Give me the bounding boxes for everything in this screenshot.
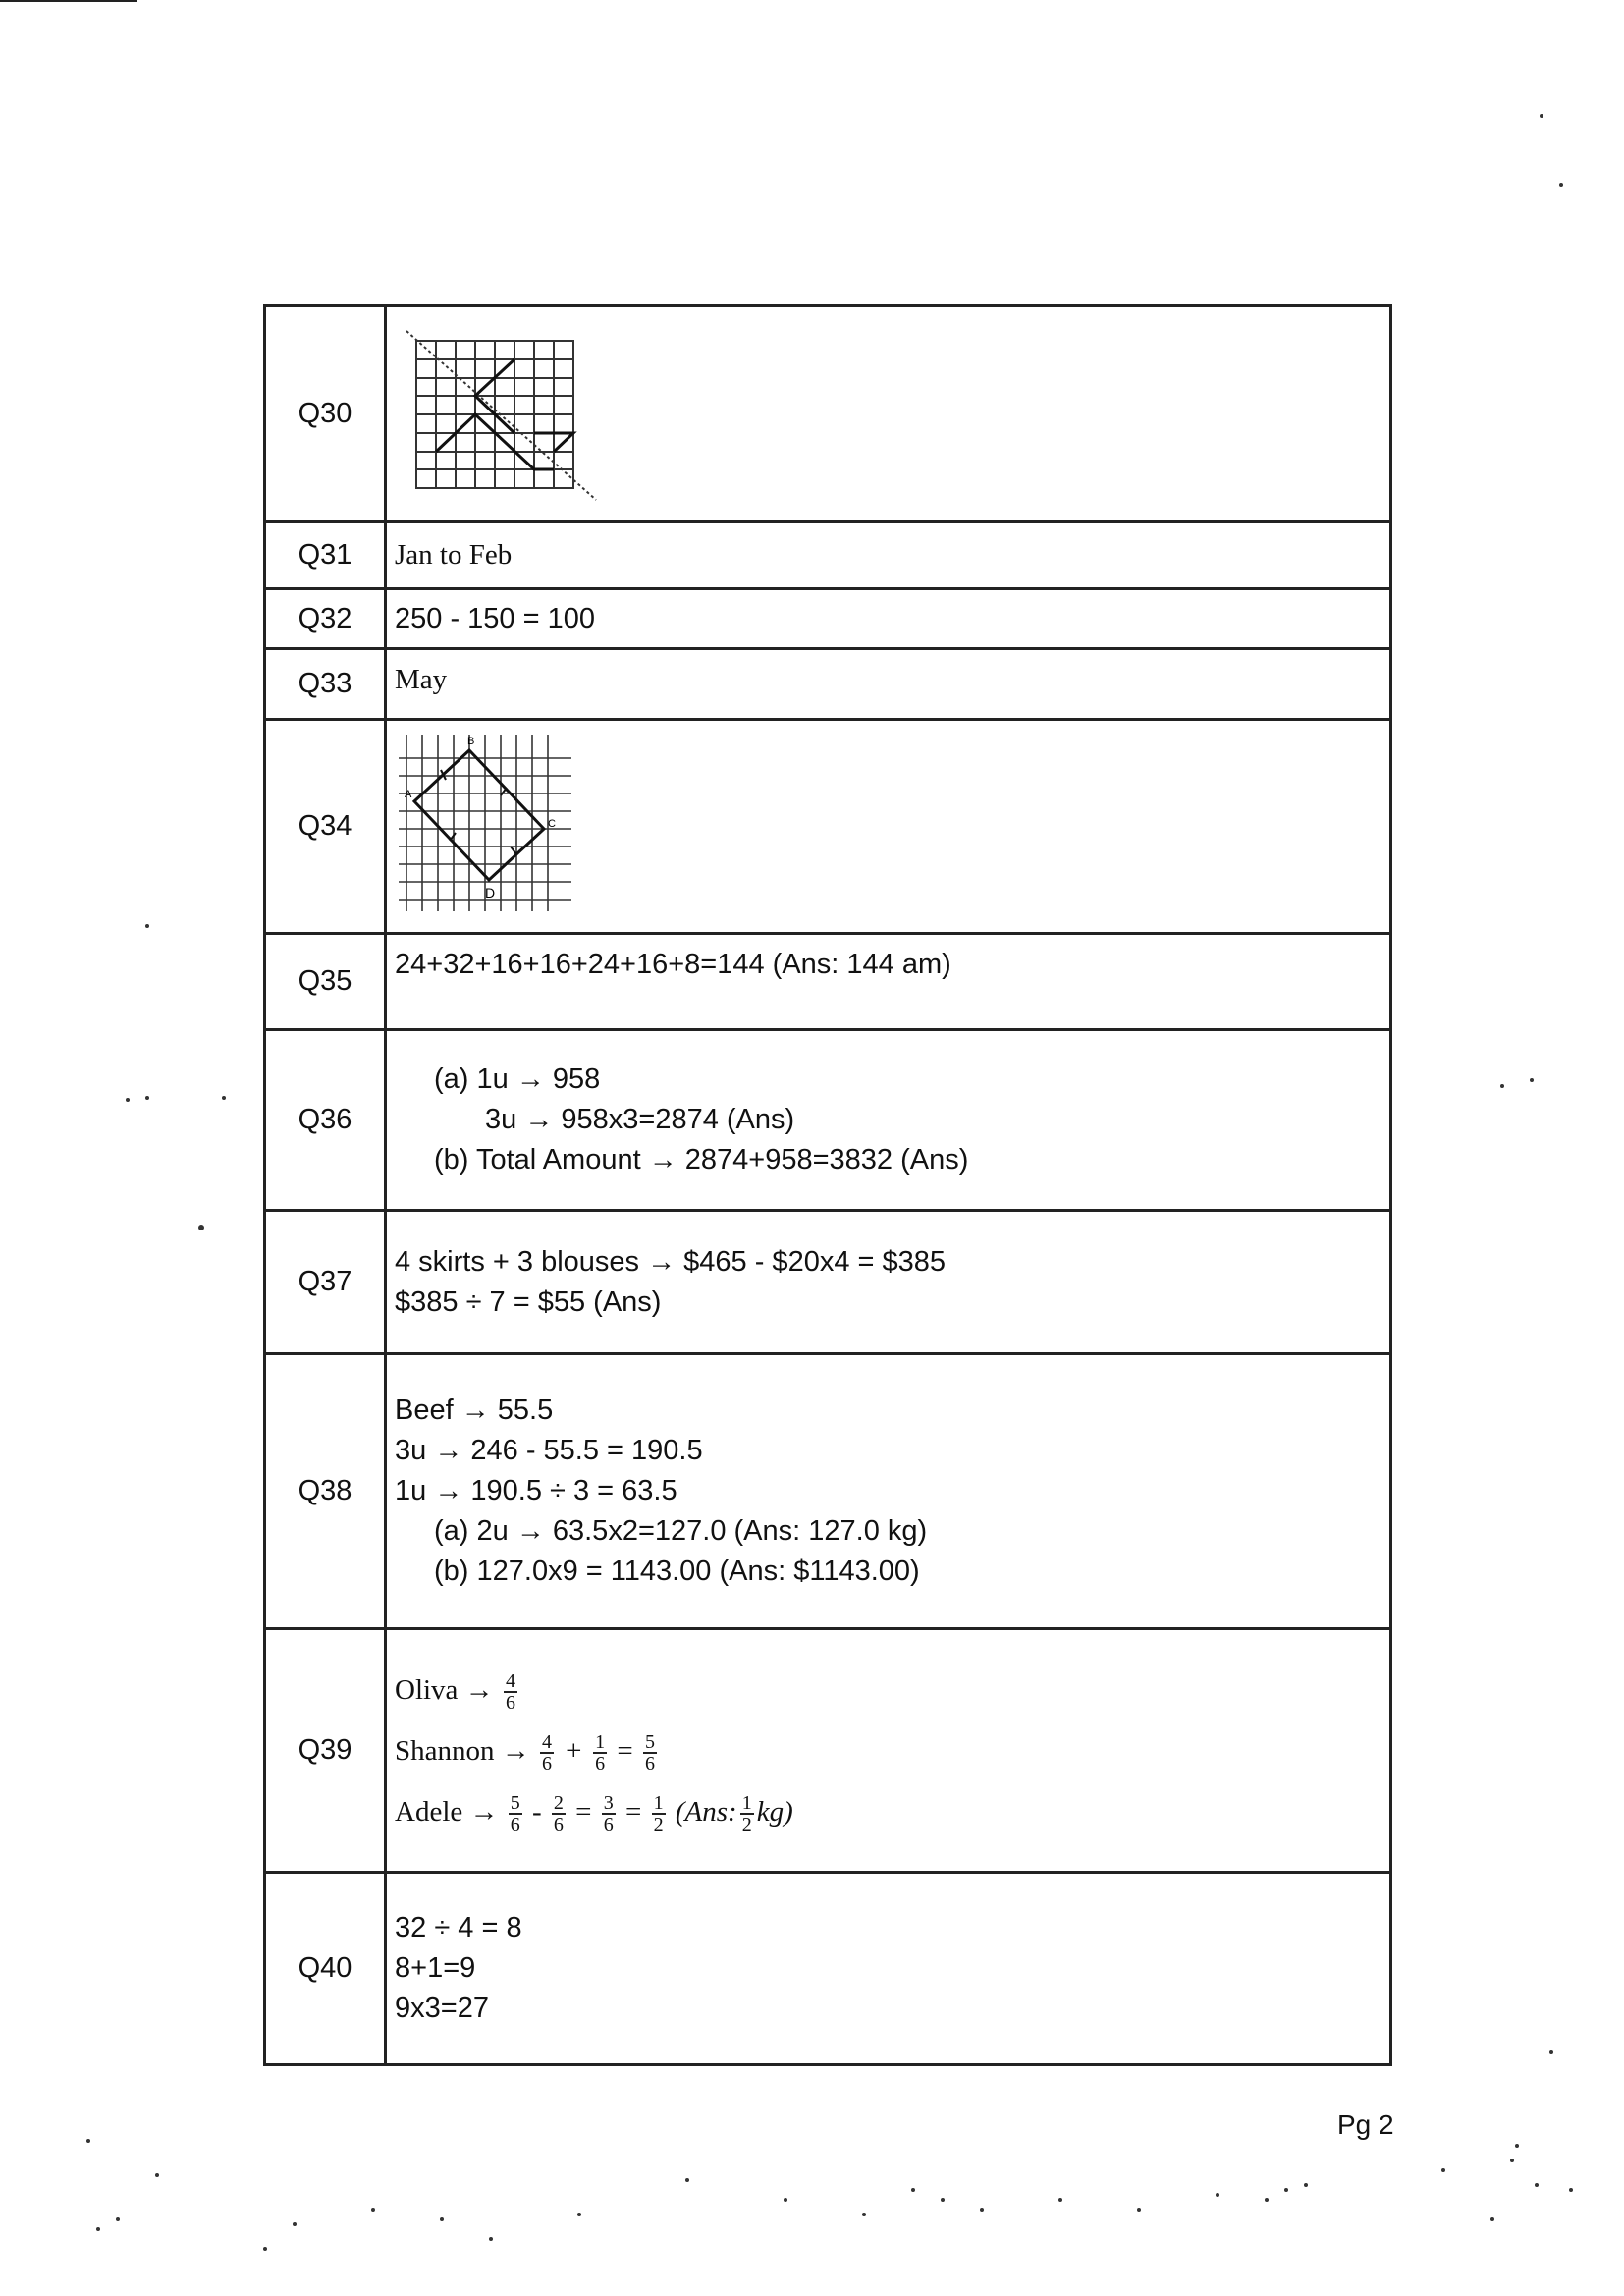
question-label: Q30 bbox=[265, 306, 386, 522]
working-line: 3u → 958x3=2874 (Ans) bbox=[485, 1104, 795, 1135]
point-label: B bbox=[467, 735, 475, 747]
working-line: 4 skirts + 3 blouses → $465 - $20x4 = $385 bbox=[395, 1245, 947, 1278]
working-line: 9x3=27 bbox=[395, 1993, 489, 2024]
fraction: $\frac{5}{6}$ bbox=[510, 1791, 520, 1835]
question-label: Q37 bbox=[265, 1211, 386, 1354]
fraction: $\frac{5}{6}$ bbox=[644, 1730, 655, 1775]
fraction: $\frac{1}{2}$ bbox=[741, 1791, 752, 1835]
question-label: Q36 bbox=[265, 1030, 386, 1211]
working-line: 32 ÷ 4 = 8 bbox=[395, 1912, 522, 1943]
question-label: Q38 bbox=[265, 1354, 386, 1629]
answer-text: Jan to Feb bbox=[386, 522, 1391, 589]
fraction: $\frac{1}{2}$ bbox=[653, 1791, 664, 1835]
question-label: Q32 bbox=[265, 589, 386, 649]
fraction: $\frac{3}{6}$ bbox=[603, 1791, 614, 1835]
working-line: (b) Total Amount → 2874+958=3832 (Ans) bbox=[434, 1144, 969, 1175]
answer-text: 250 - 150 = 100 bbox=[386, 589, 1391, 649]
working-line: (a) 1u → 958 bbox=[434, 1064, 601, 1095]
answer-text: May bbox=[386, 649, 1391, 720]
fraction: $\frac{4}{6}$ bbox=[542, 1730, 552, 1775]
working-line: Shannon → $\frac{4}{6}$ + $\frac{1}{6}$ = $\frac{5}{6}$ bbox=[395, 1730, 655, 1775]
fraction: $\frac{4}{6}$ bbox=[505, 1669, 515, 1714]
question-label: Q31 bbox=[265, 522, 386, 589]
page-number: Pg 2 bbox=[1337, 2109, 1394, 2140]
question-label: Q35 bbox=[265, 934, 386, 1030]
working-line: (a) 2u → 63.5x2=127.0 (Ans: 127.0 kg) bbox=[434, 1515, 928, 1547]
point-label: A bbox=[405, 788, 412, 800]
point-label: D bbox=[485, 884, 496, 901]
working-line: Oliva → $\frac{4}{6}$ bbox=[395, 1669, 515, 1714]
working-line: 8+1=9 bbox=[395, 1952, 476, 1984]
point-label: C bbox=[548, 817, 556, 830]
question-label: Q33 bbox=[265, 649, 386, 720]
working-line: 1u → 190.5 ÷ 3 = 63.5 bbox=[395, 1475, 677, 1506]
working-line: Adele → $\frac{5}{6}$ - $\frac{2}{6}$ = $\frac{3}{6}$ = $\frac{1}{2}$ (Ans: $\frac{1}{2}$ kg) bbox=[395, 1791, 793, 1835]
working-line: 3u → 246 - 55.5 = 190.5 bbox=[395, 1435, 703, 1466]
answer-text: 24+32+16+16+24+16+8=144 (Ans: 144 am) bbox=[386, 934, 1391, 1030]
working-line: Beef → 55.5 bbox=[395, 1394, 554, 1426]
fraction: $\frac{1}{6}$ bbox=[595, 1730, 606, 1775]
question-label: Q34 bbox=[265, 720, 386, 934]
working-line: $385 ÷ 7 = $55 (Ans) bbox=[395, 1285, 662, 1318]
question-label: Q40 bbox=[265, 1873, 386, 2065]
working-line: (b) 127.0x9 = 1143.00 (Ans: $1143.00) bbox=[434, 1556, 920, 1587]
fraction: $\frac{2}{6}$ bbox=[553, 1791, 564, 1835]
question-label: Q39 bbox=[265, 1629, 386, 1873]
